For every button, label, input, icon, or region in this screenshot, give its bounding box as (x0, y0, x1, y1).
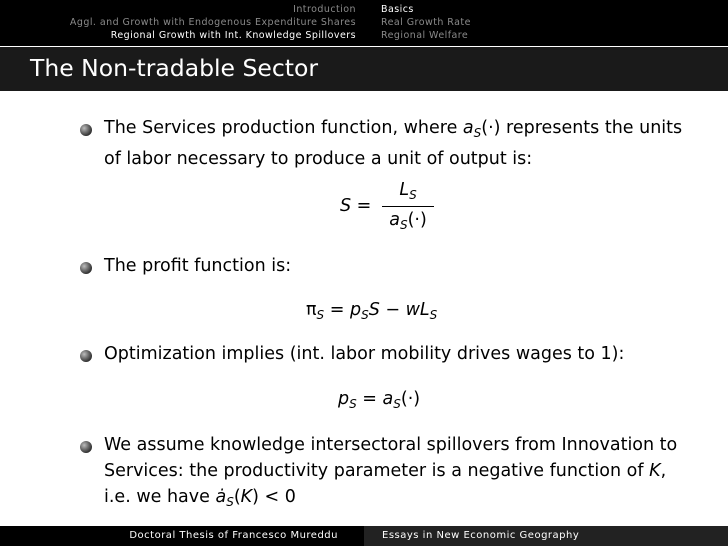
equation-optimization (338, 389, 420, 411)
nav-section-introduction[interactable]: Introduction (293, 4, 356, 15)
nav-subsection-regional-welfare[interactable]: Regional Welfare (381, 30, 469, 41)
bullet-icon (80, 262, 92, 274)
nav-subsection-real-growth-rate[interactable]: Real Growth Rate (381, 17, 471, 28)
footer-bar (0, 526, 728, 546)
bullet-icon (80, 124, 92, 136)
bullet-icon (80, 350, 92, 362)
frame-title: The Non-tradable Sector (0, 47, 728, 91)
fraction-bar (382, 206, 434, 207)
bullet-spillovers (104, 432, 694, 515)
nav-section-regional-growth[interactable]: Regional Growth with Int. Knowledge Spillovers (110, 30, 356, 41)
equation-rendered: $\pi_S = p_SS - wL_S$ (306, 300, 438, 322)
bullet-text-rendered: We assume knowledge intersectoral spillovers from Innovation to Services: the productivity parameter is a negative function of K, i.e. we have $ȧ_S(K) < 0$ (104, 435, 678, 509)
bullet-production-function (104, 115, 684, 172)
fraction-numerator: $L_S$ (399, 180, 417, 202)
navigation-bar (0, 0, 728, 46)
footer-title: Essays in New Economic Geography (364, 526, 728, 546)
bullet-profit-function: The profit function is: (104, 256, 292, 276)
footer-author: Doctoral Thesis of Francesco Mureddu (129, 530, 338, 541)
equation-lhs: S = (340, 196, 372, 216)
section-navigation (0, 0, 364, 46)
fraction-denominator: $a_S(\cdot)$ (389, 210, 427, 232)
equation-rendered: $p_S = a_S(\cdot)$ (338, 389, 421, 411)
equation-production (340, 196, 371, 216)
nav-section-agglomeration[interactable]: Aggl. and Growth with Endogenous Expenditure Shares (69, 17, 356, 28)
equation-profit (306, 300, 437, 322)
nav-subsection-basics[interactable]: Basics (381, 4, 414, 15)
bullet-optimization: Optimization implies (int. labor mobility drives wages to 1): (104, 344, 625, 364)
bullet-icon (80, 441, 92, 453)
fraction (382, 180, 434, 238)
subsection-navigation (364, 0, 728, 46)
bullet-text-rendered: The Services production function, where $a_S(\cdot)$ represents the units of labor necessary to produce a unit of output is: (104, 118, 683, 169)
